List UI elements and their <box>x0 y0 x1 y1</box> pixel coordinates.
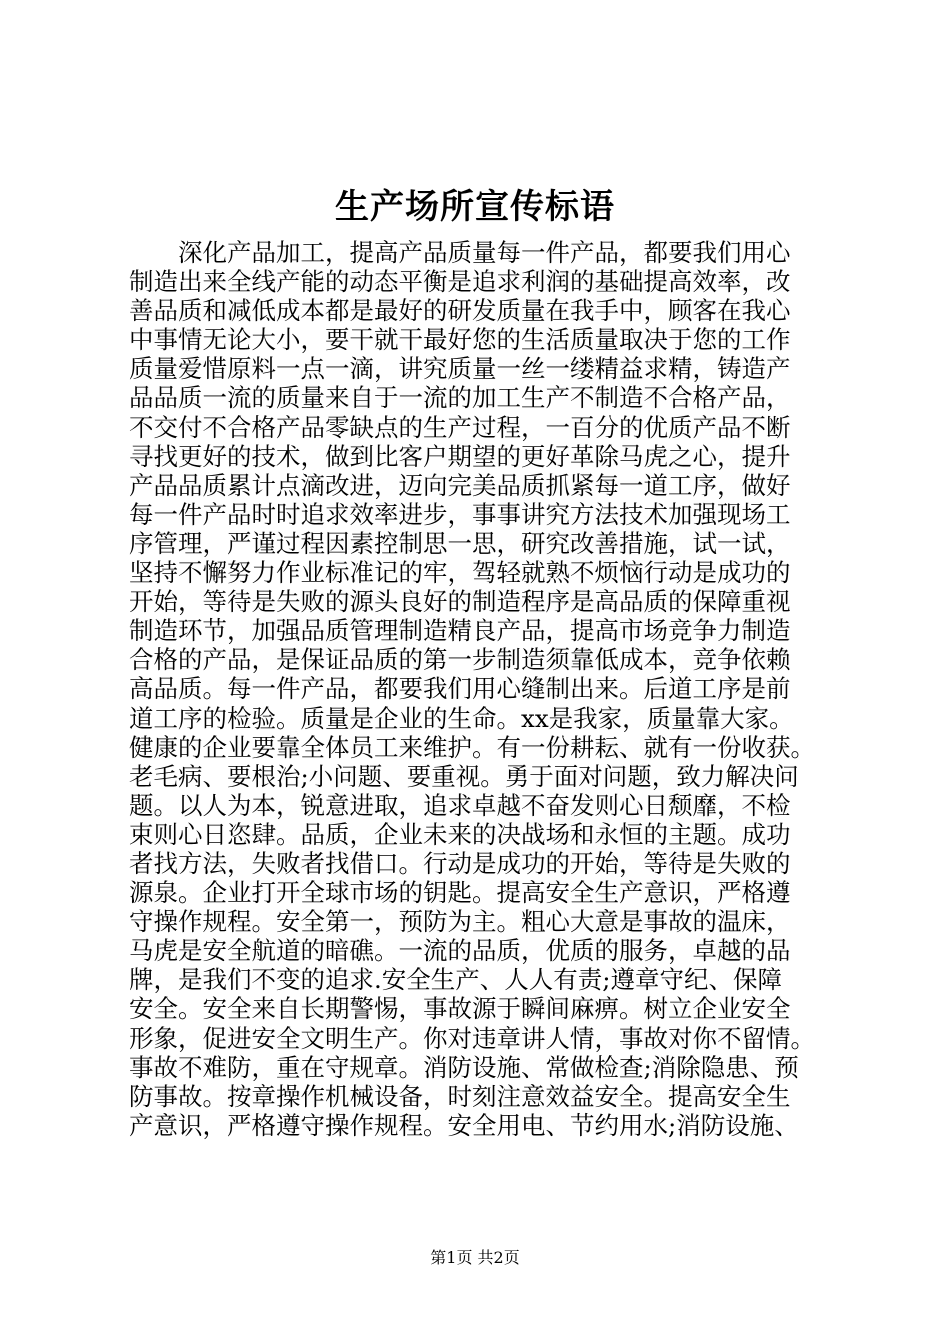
body-line: 品品质一流的质量来自于一流的加工生产不制造不合格产品， <box>129 383 791 413</box>
body-line: 质量爱惜原料一点一滴，讲究质量一丝一缕精益求精，铸造产 <box>129 354 791 384</box>
document-body <box>129 238 834 1140</box>
body-line: 开始，等待是失败的源头良好的制造程序是高品质的保障重视 <box>129 587 791 617</box>
body-line: 序管理，严谨过程因素控制思一思，研究改善措施，试一试， <box>129 528 791 558</box>
body-line: 束则心日恣肆。品质，企业未来的决战场和永恒的主题。成功 <box>129 819 791 849</box>
body-line: 道工序的检验。质量是企业的生命。xx是我家，质量靠大家。 <box>129 703 794 733</box>
body-line: 守操作规程。安全第一，预防为主。粗心大意是事故的温床， <box>129 907 791 937</box>
body-line: 每一件产品时时追求效率进步，事事讲究方法技术加强现场工 <box>129 499 791 529</box>
body-line: 防事故。按章操作机械设备，时刻注意效益安全。提高安全生 <box>129 1081 791 1111</box>
body-line: 善品质和减低成本都是最好的研发质量在我手中，顾客在我心 <box>129 296 791 326</box>
body-line: 不交付不合格产品零缺点的生产过程，一百分的优质产品不断 <box>129 412 791 442</box>
body-line: 制造环节，加强品质管理制造精良产品，提高市场竞争力制造 <box>129 616 791 646</box>
page-number-footer: 第1页 共2页 <box>430 1248 520 1267</box>
body-line: 产品品质累计点滴改进，迈向完美品质抓紧每一道工序，做好 <box>129 470 791 500</box>
body-line: 中事情无论大小，要干就干最好您的生活质量取决于您的工作 <box>129 325 791 355</box>
body-line: 牌，是我们不变的追求.安全生产、人人有责;遵章守纪、保障 <box>129 965 783 995</box>
body-line: 形象，促进安全文明生产。你对违章讲人情，事故对你不留情。 <box>129 1023 815 1053</box>
body-line: 题。以人为本，锐意进取，追求卓越不奋发则心日颓靡，不检 <box>129 790 791 820</box>
body-line: 寻找更好的技术，做到比客户期望的更好革除马虎之心，提升 <box>129 441 791 471</box>
body-line: 深化产品加工，提高产品质量每一件产品，都要我们用心 <box>178 238 791 267</box>
body-line: 制造出来全线产能的动态平衡是追求利润的基础提高效率，改 <box>129 267 791 297</box>
body-line: 马虎是安全航道的暗礁。一流的品质，优质的服务，卓越的品 <box>129 936 791 966</box>
body-line: 合格的产品，是保证品质的第一步制造须靠低成本，竞争依赖 <box>129 645 791 675</box>
body-line: 事故不难防，重在守规章。消防设施、常做检查;消除隐患、预 <box>129 1052 799 1082</box>
body-line: 源泉。企业打开全球市场的钥匙。提高安全生产意识，严格遵 <box>129 878 791 908</box>
body-line: 产意识，严格遵守操作规程。安全用电、节约用水;消防设施、 <box>129 1110 799 1140</box>
body-line: 健康的企业要靠全体员工来维护。有一份耕耘、就有一份收获。 <box>129 732 815 762</box>
body-line: 老毛病、要根治;小问题、要重视。勇于面对问题，致力解决问 <box>129 761 799 791</box>
body-line: 高品质。每一件产品，都要我们用心缝制出来。后道工序是前 <box>129 674 791 704</box>
body-line: 者找方法，失败者找借口。行动是成功的开始，等待是失败的 <box>129 848 791 878</box>
body-line: 坚持不懈努力作业标准记的牢，驾轻就熟不烦恼行动是成功的 <box>129 558 791 588</box>
body-line: 安全。安全来自长期警惕，事故源于瞬间麻痹。树立企业安全 <box>129 994 791 1024</box>
document-title: 生产场所宣传标语 <box>335 187 615 227</box>
